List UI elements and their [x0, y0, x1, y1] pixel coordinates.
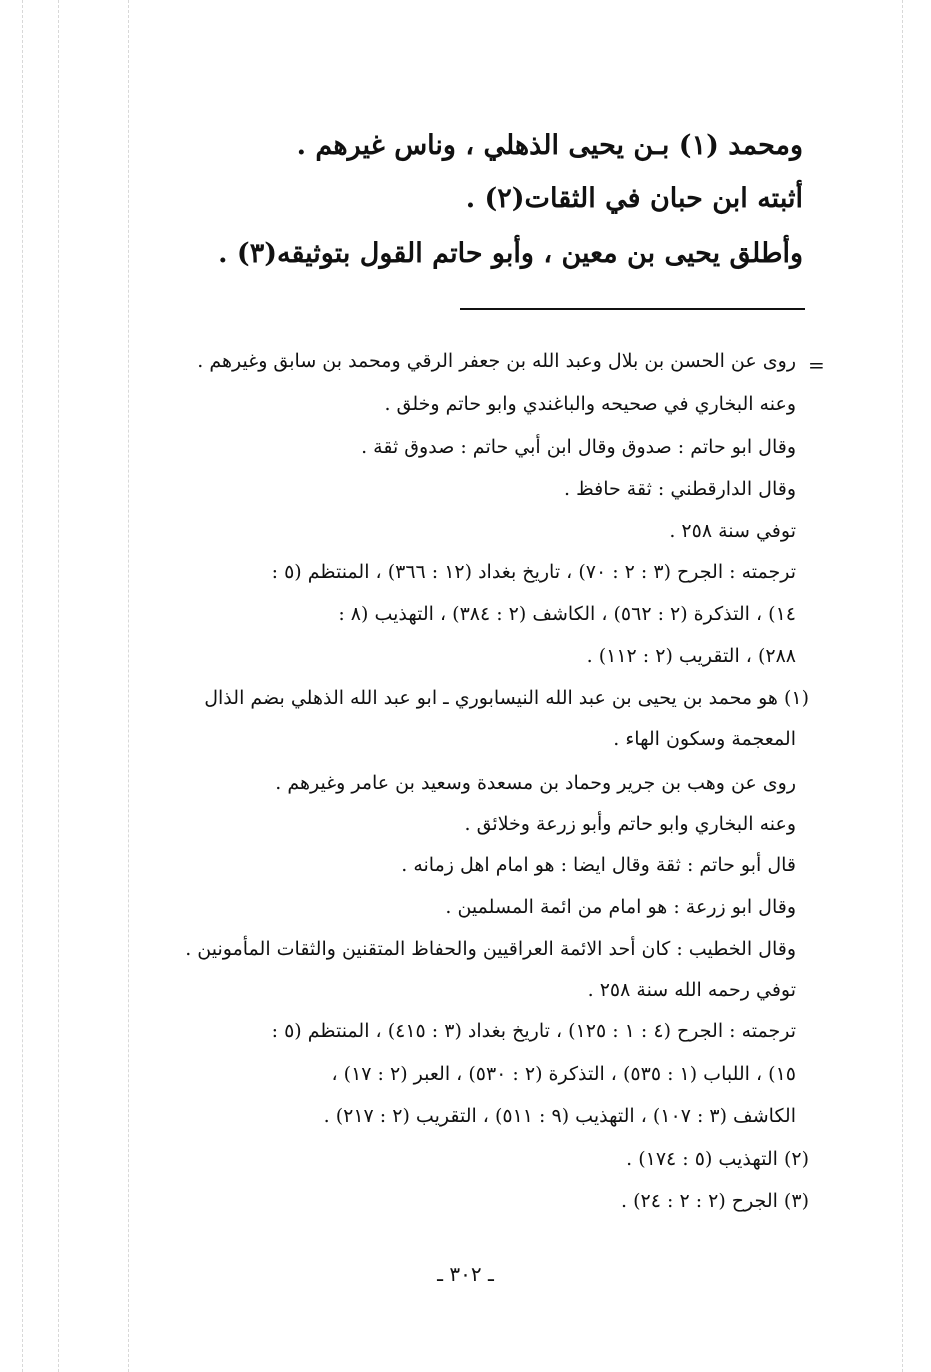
- footnote-line: روى عن وهب بن جرير وحماد بن مسعدة وسعيد بن عامر وغيرهم .: [275, 772, 796, 794]
- footnote-line: وعنه البخاري وابو حاتم وأبو زرعة وخلائق .: [464, 813, 796, 835]
- footnote-separator: [460, 308, 805, 310]
- footnote-line: ١٤) ، التذكرة (٢ : ٥٦٢) ، الكاشف (٢ : ٣٨٤) ، التهذيب (٨ :: [338, 603, 796, 625]
- scan-artifact-line: [22, 0, 23, 1372]
- footnote-line: ترجمته : الجرح (٤ : ١ : ١٢٥) ، تاريخ بغداد (٣ : ٤١٥) ، المنتظم (٥ :: [271, 1020, 796, 1042]
- footnote-line: (١) هو محمد بن يحيى بن عبد الله النيسابوري ـ ابو عبد الله الذهلي بضم الذال: [204, 687, 809, 709]
- footnote-line: وقال الدارقطني : ثقة حافظ .: [564, 478, 796, 500]
- footnote-line: ١٥) ، اللباب (١ : ٥٣٥) ، التذكرة (٢ : ٥٣٠) ، العبر (٢ : ١٧) ،: [331, 1063, 796, 1085]
- footnote-line: (٢) التهذيب (٥ : ١٧٤) .: [626, 1148, 809, 1170]
- footnote-line: (٣) الجرح (٢ : ٢ : ٢٤) .: [621, 1190, 809, 1212]
- footnote-line: روى عن الحسن بن بلال وعبد الله بن جعفر الرقي ومحمد بن سابق وغيرهم .: [197, 350, 796, 372]
- main-text-line-2: أثبته ابن حبان في الثقات(٢) .: [465, 183, 803, 214]
- scan-artifact-line: [902, 0, 903, 1372]
- continuation-mark: =: [808, 353, 825, 377]
- page-number: ـ ٣٠٢ ـ: [437, 1262, 494, 1286]
- footnote-line: ٢٨٨) ، التقريب (٢ : ١١٢) .: [586, 645, 796, 667]
- main-text-line-1: ومحمد (١) بـن يحيى الذهلي ، وناس غيرهم .: [296, 130, 803, 161]
- footnote-line: توفي رحمه الله سنة ٢٥٨ .: [587, 979, 796, 1001]
- scan-artifact-line: [128, 0, 129, 1372]
- main-text-line-3: وأطلق يحيى بن معين ، وأبو حاتم القول بتوثيقه(٣) .: [218, 238, 803, 269]
- footnote-line: وقال ابو زرعة : هو امام من ائمة المسلمين .: [445, 896, 796, 918]
- footnote-line: ترجمته : الجرح (٣ : ٢ : ٧٠) ، تاريخ بغداد (١٢ : ٣٦٦) ، المنتظم (٥ :: [271, 561, 796, 583]
- scan-artifact-line: [58, 0, 59, 1372]
- footnote-line: توفي سنة ٢٥٨ .: [669, 520, 796, 542]
- footnote-line: وقال الخطيب : كان أحد الائمة العراقيين والحفاظ المتقنين والثقات المأمونين .: [185, 938, 796, 960]
- footnote-line: قال أبو حاتم : ثقة وقال ايضا : هو امام اهل زمانه .: [401, 854, 796, 876]
- footnote-line: وقال ابو حاتم : صدوق وقال ابن أبي حاتم : صدوق ثقة .: [361, 436, 796, 458]
- footnote-line: وعنه البخاري في صحيحه والباغندي وابو حاتم وخلق .: [384, 393, 796, 415]
- footnote-line: الكاشف (٣ : ١٠٧) ، التهذيب (٩ : ٥١١) ، التقريب (٢ : ٢١٧) .: [323, 1105, 796, 1127]
- footnote-line: المعجمة وسكون الهاء .: [613, 728, 796, 750]
